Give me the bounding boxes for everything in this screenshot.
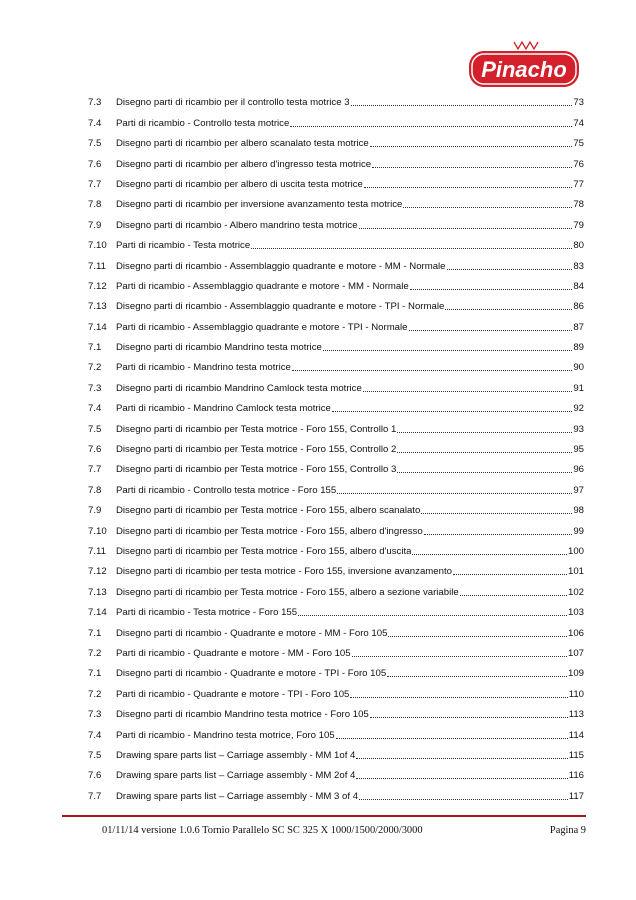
toc-entry-title: Parti di ricambio - Controllo testa motrice bbox=[116, 117, 290, 129]
toc-entry[interactable] bbox=[88, 293, 584, 313]
toc-entry-number: 7.8 bbox=[88, 484, 102, 496]
toc-entry-number: 7.4 bbox=[88, 403, 102, 415]
toc-dot-leader bbox=[356, 778, 567, 779]
toc-entry[interactable] bbox=[88, 130, 584, 150]
toc-dot-leader bbox=[421, 513, 572, 514]
toc-entry[interactable] bbox=[88, 395, 584, 415]
toc-dot-leader bbox=[397, 472, 572, 473]
toc-entry-page: 83 bbox=[573, 260, 584, 272]
toc-entry-title: Disegno parti di ricambio - Assemblaggio quadrante e motore - TPI - Normale bbox=[116, 301, 445, 313]
toc-entry[interactable] bbox=[88, 660, 584, 680]
toc-entry-title: Disegno parti di ricambio - Quadrante e motore - TPI - Foro 105 bbox=[116, 668, 387, 680]
toc-dot-leader bbox=[403, 207, 572, 208]
toc-entry-page: 77 bbox=[573, 178, 584, 190]
toc-entry-title: Parti di ricambio - Testa motrice bbox=[116, 240, 251, 252]
toc-entry-title: Disegno parti di ricambio per albero di uscita testa motrice bbox=[116, 178, 363, 190]
toc-entry-page: 102 bbox=[567, 586, 584, 598]
toc-entry-title: Disegno parti di ricambio - Assemblaggio quadrante e motore - MM - Normale bbox=[116, 260, 446, 272]
toc-entry-page: 73 bbox=[573, 97, 584, 109]
toc-dot-leader bbox=[388, 636, 567, 637]
toc-entry-number: 7.5 bbox=[88, 423, 102, 435]
toc-entry-page: 98 bbox=[573, 505, 584, 517]
toc-entry-title: Parti di ricambio - Mandrino Camlock testa motrice bbox=[116, 403, 331, 415]
toc-entry-page: 75 bbox=[573, 138, 584, 150]
toc-dot-leader bbox=[292, 370, 572, 371]
toc-entry-page: 87 bbox=[573, 321, 584, 333]
toc-entry-page: 116 bbox=[568, 770, 584, 782]
toc-entry-title: Disegno parti di ricambio Mandrino testa motrice bbox=[116, 342, 322, 354]
toc-entry-page: 96 bbox=[573, 464, 584, 476]
toc-dot-leader bbox=[356, 758, 567, 759]
toc-entry-page: 92 bbox=[573, 403, 584, 415]
toc-entry-number: 7.12 bbox=[88, 280, 107, 292]
toc-entry-title: Drawing spare parts list – Carriage assembly - MM 1of 4 bbox=[116, 749, 356, 761]
toc-dot-leader bbox=[453, 574, 567, 575]
toc-entry-page: 84 bbox=[573, 280, 584, 292]
toc-dot-leader bbox=[251, 248, 572, 249]
toc-entry-title: Disegno parti di ricambio Mandrino testa motrice - Foro 105 bbox=[116, 709, 369, 721]
toc-entry[interactable] bbox=[88, 680, 584, 700]
toc-entry-number: 7.6 bbox=[88, 444, 102, 456]
toc-entry-page: 100 bbox=[567, 545, 584, 557]
footer-document-info: 01/11/14 versione 1.0.6 Tornio Parallelo SC SC 325 X 1000/1500/2000/3000 bbox=[102, 825, 423, 836]
toc-dot-leader bbox=[372, 167, 572, 168]
toc-entry-number: 7.5 bbox=[88, 138, 102, 150]
toc-entry-page: 106 bbox=[567, 627, 584, 639]
toc-entry-title: Disegno parti di ricambio - Quadrante e motore - MM - Foro 105 bbox=[116, 627, 388, 639]
toc-entry-number: 7.3 bbox=[88, 97, 102, 109]
toc-dot-leader bbox=[409, 330, 573, 331]
toc-dot-leader bbox=[359, 799, 568, 800]
toc-entry-title: Disegno parti di ricambio per Testa motrice - Foro 155, albero d'uscita bbox=[116, 545, 412, 557]
toc-entry[interactable] bbox=[88, 313, 584, 333]
toc-entry-page: 97 bbox=[573, 484, 584, 496]
toc-entry[interactable] bbox=[88, 701, 584, 721]
toc-entry[interactable] bbox=[88, 538, 584, 558]
toc-entry-title: Drawing spare parts list – Carriage assembly - MM 3 of 4 bbox=[116, 790, 359, 802]
toc-entry-number: 7.9 bbox=[88, 505, 102, 517]
toc-entry-title: Parti di ricambio - Quadrante e motore - TPI - Foro 105 bbox=[116, 688, 350, 700]
toc-entry[interactable] bbox=[88, 456, 584, 476]
toc-entry[interactable] bbox=[88, 252, 584, 272]
toc-entry-page: 74 bbox=[573, 117, 584, 129]
toc-entry-number: 7.4 bbox=[88, 117, 102, 129]
toc-dot-leader bbox=[323, 350, 573, 351]
toc-entry-number: 7.10 bbox=[88, 240, 107, 252]
toc-entry-number: 7.14 bbox=[88, 607, 107, 619]
toc-entry[interactable] bbox=[88, 599, 584, 619]
toc-dot-leader bbox=[424, 534, 573, 535]
toc-entry[interactable] bbox=[88, 619, 584, 639]
toc-entry[interactable] bbox=[88, 558, 584, 578]
toc-entry-page: 93 bbox=[573, 423, 584, 435]
toc-entry-page: 78 bbox=[573, 199, 584, 211]
toc-entry-title: Disegno parti di ricambio per Testa motrice - Foro 155, albero scanalato bbox=[116, 505, 421, 517]
toc-entry-title: Parti di ricambio - Testa motrice - Foro 155 bbox=[116, 607, 298, 619]
table-of-contents bbox=[88, 89, 584, 803]
toc-dot-leader bbox=[332, 411, 572, 412]
toc-entry[interactable] bbox=[88, 374, 584, 394]
toc-dot-leader bbox=[336, 738, 568, 739]
toc-entry-page: 76 bbox=[573, 158, 584, 170]
toc-entry-number: 7.13 bbox=[88, 301, 107, 313]
toc-entry-page: 115 bbox=[568, 749, 584, 761]
toc-dot-leader bbox=[350, 697, 567, 698]
toc-dot-leader bbox=[397, 452, 572, 453]
toc-entry-page: 89 bbox=[573, 342, 584, 354]
toc-entry-number: 7.6 bbox=[88, 158, 102, 170]
toc-entry-number: 7.1 bbox=[88, 342, 102, 354]
toc-entry[interactable] bbox=[88, 578, 584, 598]
toc-dot-leader bbox=[387, 676, 567, 677]
toc-entry-number: 7.2 bbox=[88, 688, 102, 700]
toc-entry-page: 79 bbox=[573, 219, 584, 231]
toc-dot-leader bbox=[410, 289, 573, 290]
page-number: Pagina 9 bbox=[549, 825, 586, 836]
toc-entry-title: Parti di ricambio - Assemblaggio quadrante e motore - MM - Normale bbox=[116, 280, 409, 292]
toc-entry-page: 101 bbox=[567, 566, 584, 578]
toc-entry[interactable] bbox=[88, 742, 584, 762]
toc-entry-title: Disegno parti di ricambio per inversione avanzamento testa motrice bbox=[116, 199, 403, 211]
toc-entry[interactable] bbox=[88, 415, 584, 435]
toc-entry-page: 109 bbox=[567, 668, 584, 680]
toc-entry[interactable] bbox=[88, 191, 584, 211]
toc-entry-title: Disegno parti di ricambio Mandrino Camlock testa motrice bbox=[116, 382, 362, 394]
toc-entry-title: Disegno parti di ricambio per testa motrice - Foro 155, inversione avanzamento bbox=[116, 566, 452, 578]
toc-entry-page: 110 bbox=[568, 688, 584, 700]
toc-entry-number: 7.11 bbox=[88, 545, 106, 557]
toc-entry-number: 7.7 bbox=[88, 178, 102, 190]
toc-entry[interactable] bbox=[88, 497, 584, 517]
toc-entry[interactable] bbox=[88, 334, 584, 354]
toc-entry-page: 107 bbox=[567, 647, 584, 659]
toc-entry-page: 99 bbox=[573, 525, 584, 537]
toc-entry-number: 7.1 bbox=[88, 668, 102, 680]
toc-entry-title: Parti di ricambio - Mandrino testa motrice, Foro 105 bbox=[116, 729, 335, 741]
toc-entry-title: Disegno parti di ricambio per albero scanalato testa motrice bbox=[116, 138, 369, 150]
toc-entry-number: 7.14 bbox=[88, 321, 107, 333]
toc-entry-page: 114 bbox=[568, 729, 584, 741]
toc-entry-title: Parti di ricambio - Quadrante e motore - MM - Foro 105 bbox=[116, 647, 351, 659]
toc-entry[interactable] bbox=[88, 782, 584, 802]
toc-entry-number: 7.11 bbox=[88, 260, 106, 272]
logo-crown-icon bbox=[514, 42, 538, 49]
toc-dot-leader bbox=[460, 595, 567, 596]
toc-entry-title: Drawing spare parts list – Carriage assembly - MM 2of 4 bbox=[116, 770, 356, 782]
toc-entry-number: 7.2 bbox=[88, 647, 102, 659]
toc-entry-number: 7.10 bbox=[88, 525, 107, 537]
toc-entry-number: 7.5 bbox=[88, 749, 102, 761]
toc-dot-leader bbox=[412, 554, 567, 555]
toc-entry-title: Parti di ricambio - Controllo testa motrice - Foro 155 bbox=[116, 484, 337, 496]
toc-entry-title: Disegno parti di ricambio - Albero mandrino testa motrice bbox=[116, 219, 358, 231]
toc-dot-leader bbox=[337, 493, 572, 494]
toc-entry-number: 7.13 bbox=[88, 586, 107, 598]
toc-entry-page: 113 bbox=[568, 709, 584, 721]
toc-entry-number: 7.3 bbox=[88, 709, 102, 721]
toc-entry-page: 91 bbox=[573, 382, 584, 394]
toc-dot-leader bbox=[364, 187, 572, 188]
toc-entry[interactable] bbox=[88, 211, 584, 231]
toc-entry[interactable] bbox=[88, 476, 584, 496]
toc-entry-number: 7.3 bbox=[88, 382, 102, 394]
logo-text: Pinacho bbox=[481, 57, 567, 82]
toc-entry-title: Disegno parti di ricambio per Testa motrice - Foro 155, albero d'ingresso bbox=[116, 525, 423, 537]
toc-entry-title: Parti di ricambio - Mandrino testa motrice bbox=[116, 362, 291, 374]
toc-entry[interactable] bbox=[88, 517, 584, 537]
toc-dot-leader bbox=[370, 717, 568, 718]
toc-entry-number: 7.12 bbox=[88, 566, 107, 578]
toc-entry[interactable] bbox=[88, 762, 584, 782]
toc-entry-page: 86 bbox=[573, 301, 584, 313]
toc-dot-leader bbox=[359, 228, 573, 229]
toc-dot-leader bbox=[397, 432, 572, 433]
toc-entry-page: 90 bbox=[573, 362, 584, 374]
toc-entry-title: Disegno parti di ricambio per Testa motrice - Foro 155, Controllo 2 bbox=[116, 444, 397, 456]
toc-entry-title: Disegno parti di ricambio per il controllo testa motrice 3 bbox=[116, 97, 350, 109]
toc-entry-page: 103 bbox=[567, 607, 584, 619]
toc-entry-number: 7.2 bbox=[88, 362, 102, 374]
toc-entry-number: 7.1 bbox=[88, 627, 102, 639]
page-footer bbox=[102, 825, 586, 836]
toc-entry[interactable] bbox=[88, 273, 584, 293]
toc-entry-title: Disegno parti di ricambio per Testa motrice - Foro 155, Controllo 1 bbox=[116, 423, 397, 435]
toc-dot-leader bbox=[298, 615, 567, 616]
toc-entry-title: Disegno parti di ricambio per Testa motrice - Foro 155, albero a sezione variabile bbox=[116, 586, 459, 598]
toc-entry-number: 7.8 bbox=[88, 199, 102, 211]
toc-entry-title: Disegno parti di ricambio per albero d'ingresso testa motrice bbox=[116, 158, 372, 170]
toc-entry[interactable] bbox=[88, 109, 584, 129]
toc-entry[interactable] bbox=[88, 436, 584, 456]
toc-entry[interactable] bbox=[88, 721, 584, 741]
toc-dot-leader bbox=[447, 269, 573, 270]
footer-rule bbox=[62, 815, 586, 817]
toc-entry[interactable] bbox=[88, 89, 584, 109]
pinacho-logo bbox=[466, 38, 582, 90]
toc-dot-leader bbox=[370, 146, 573, 147]
toc-entry-title: Disegno parti di ricambio per Testa motrice - Foro 155, Controllo 3 bbox=[116, 464, 397, 476]
toc-entry-page: 80 bbox=[573, 240, 584, 252]
toc-entry[interactable] bbox=[88, 171, 584, 191]
toc-dot-leader bbox=[445, 309, 572, 310]
toc-dot-leader bbox=[352, 656, 567, 657]
toc-entry-number: 7.6 bbox=[88, 770, 102, 782]
toc-entry-number: 7.7 bbox=[88, 790, 102, 802]
toc-entry[interactable] bbox=[88, 232, 584, 252]
toc-entry-number: 7.4 bbox=[88, 729, 102, 741]
toc-entry-number: 7.7 bbox=[88, 464, 102, 476]
toc-dot-leader bbox=[363, 391, 573, 392]
toc-entry[interactable] bbox=[88, 640, 584, 660]
toc-entry-title: Parti di ricambio - Assemblaggio quadrante e motore - TPI - Normale bbox=[116, 321, 408, 333]
toc-dot-leader bbox=[351, 105, 573, 106]
toc-entry[interactable] bbox=[88, 150, 584, 170]
toc-entry-page: 95 bbox=[573, 444, 584, 456]
toc-entry[interactable] bbox=[88, 354, 584, 374]
toc-entry-number: 7.9 bbox=[88, 219, 102, 231]
toc-entry-page: 117 bbox=[568, 790, 584, 802]
toc-dot-leader bbox=[290, 126, 572, 127]
